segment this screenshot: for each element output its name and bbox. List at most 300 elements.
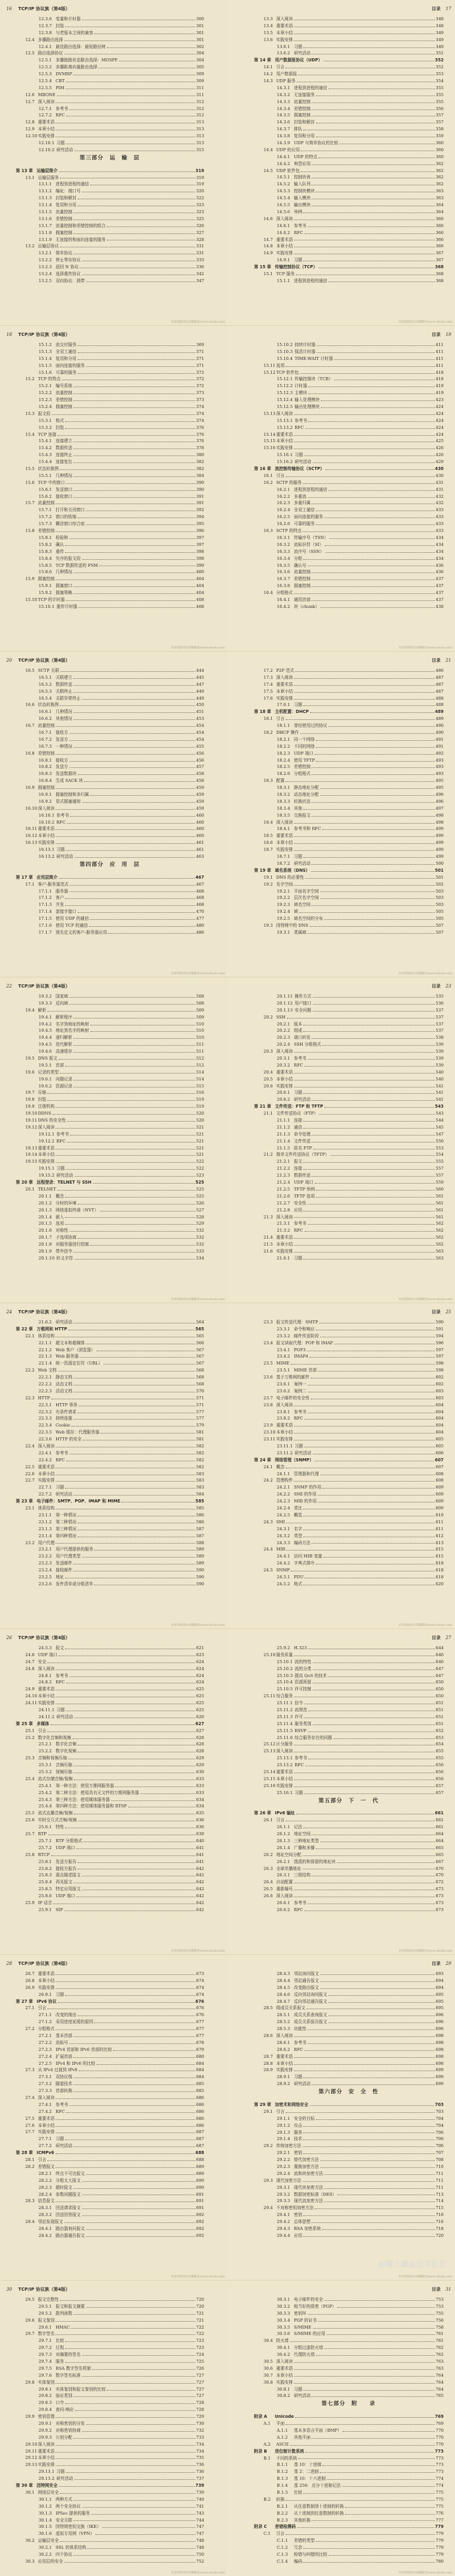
entry-title: 应用 (294, 2232, 303, 2238)
entry-number: 19.4.6 (39, 1049, 52, 1055)
toc-entry-subsection (16, 2205, 204, 2212)
entry-number: 24.4 (264, 1547, 273, 1552)
entry-page: 596 (435, 1340, 444, 1346)
toc-entry-subsection (16, 709, 204, 715)
entry-title: 同一个网络 (294, 736, 315, 742)
entry-page: 312 (196, 99, 204, 104)
entry-page: 686 (196, 2102, 204, 2107)
entry-page: 454 (196, 730, 204, 736)
entry-number: 21.6.2 (39, 1320, 52, 1325)
entry-title: 拥塞控制 (56, 230, 73, 235)
toc-entry-subsection (254, 1186, 444, 1193)
toc-entry-section (16, 1089, 204, 1096)
entry-number: 30.3.4 (277, 2317, 290, 2323)
entry-title: 因特网安全 (37, 2483, 58, 2489)
entry-page: 505 (435, 909, 444, 915)
entry-title: 习题 (294, 44, 303, 49)
entry-title: 流标识符（SI） (294, 542, 324, 547)
dot-leader (303, 483, 435, 484)
entry-number: 19.12.2 (39, 1138, 55, 1144)
entry-page: 624 (196, 1659, 204, 1664)
entry-title: 流量控制 (38, 723, 55, 729)
entry-title: 重要术语 (276, 681, 293, 687)
entry-title: 引言 (276, 716, 285, 722)
dot-leader (100, 1433, 195, 1434)
dot-leader (312, 2222, 435, 2223)
entry-number: 16.6.1 (39, 709, 52, 715)
entry-title: RSA 数字签名机制 (56, 2365, 91, 2371)
toc-list (16, 1645, 204, 1914)
entry-page: 562 (435, 1235, 444, 1241)
entry-title: 现代流加密方法 (294, 2198, 324, 2204)
toc-entry-subsection (254, 583, 444, 590)
toc-entry-section (254, 411, 444, 418)
toc-entry-subsection (16, 1034, 204, 1041)
toc-entry-section (16, 1666, 204, 1673)
toc-entry-section (254, 1693, 444, 1700)
entry-number: 16.8.4 (39, 778, 52, 784)
entry-page: 625 (196, 1707, 204, 1713)
toc-list (16, 667, 204, 936)
entry-number: 第 13 章 (16, 168, 33, 173)
toc-entry-subsection (254, 2047, 444, 2053)
entry-title: 实体鉴别和报文鉴别的比较 (56, 2386, 106, 2392)
entry-title: 习题 (294, 1790, 303, 1795)
dot-leader (73, 2520, 195, 2521)
entry-number: 25.2.2 (39, 1749, 52, 1754)
entry-number: 16.2.2 (277, 493, 290, 499)
entry-title: 传统加密方法 (276, 2143, 301, 2149)
page-number: 24 (6, 1310, 12, 1315)
entry-title: 流量控制 (56, 209, 73, 214)
entry-page: 689 (196, 2170, 204, 2176)
toc-entry-subsection (16, 1519, 204, 1526)
entry-title: SSH (276, 1014, 286, 1020)
entry-title: 运输层协议 (38, 244, 59, 249)
entry-page: 721 (196, 2310, 204, 2316)
entry-page: 764 (435, 2386, 444, 2392)
entry-title: 过程 (56, 2345, 64, 2351)
entry-number: 14.5.5 (277, 202, 290, 208)
dot-leader (58, 1371, 196, 1372)
entry-number: 13.2.3 (39, 264, 52, 270)
entry-page: 587 (196, 1526, 204, 1532)
toc-entry-subsection (16, 1741, 204, 1748)
entry-page: 459 (196, 798, 204, 804)
entry-title: UDP 的特点 (294, 154, 318, 159)
entry-number: 18.2.1 (277, 736, 290, 742)
toc-entry-subsection (254, 784, 444, 791)
entry-number: 18.3.5 (277, 812, 290, 818)
toc-entry-subsection (16, 2053, 204, 2060)
toc-entry-subsection (16, 993, 204, 1000)
entry-page: 555 (435, 1159, 444, 1165)
entry-page: 447 (196, 681, 204, 687)
entry-page: 382 (196, 466, 204, 472)
entry-title: 研究活动 (294, 1450, 312, 1456)
entry-page: 581 (196, 1437, 204, 1442)
entry-page: 590 (196, 1574, 204, 1580)
entry-title: MIME 首部 (294, 1368, 317, 1373)
entry-page: 398 (196, 548, 204, 554)
toc-list (254, 1319, 444, 1588)
toc-entry-subsection (254, 2074, 444, 2081)
entry-title: 重要术语 (276, 23, 293, 28)
entry-page: 522 (196, 1166, 204, 1172)
entry-number: 29.3.2 (277, 2191, 290, 2197)
toc-entry-section (16, 1831, 204, 1838)
dot-leader (312, 2084, 435, 2085)
dot-leader (320, 1974, 435, 1975)
entry-title: 持续计时器 (294, 342, 316, 347)
entry-title: 研究活动 (56, 1714, 73, 1719)
entry-number: 15.3 (25, 411, 35, 416)
entry-number: 22.3.1 (39, 1402, 52, 1408)
toc-entry-section (16, 1464, 204, 1471)
entry-number: 12.8 (25, 120, 35, 125)
toc-entry-section (16, 126, 204, 133)
toc-entry-subsection (16, 2012, 204, 2019)
dot-leader (316, 2119, 435, 2120)
entry-title: 实践安排 (276, 1783, 293, 1788)
entry-number: 26.1.3 (277, 1838, 290, 1843)
toc-entry-subsection (254, 424, 444, 431)
entry-page: 610 (435, 1512, 444, 1518)
toc-entry-section (16, 50, 204, 57)
entry-title: 连接 (294, 1118, 303, 1124)
entry-number: 19.4.4 (39, 1035, 52, 1041)
dot-leader (73, 462, 195, 463)
entry-number: 14.3.5 (277, 113, 290, 118)
page-watermark: 更多资源请访问稀酷客(www.ckook.com) (398, 2572, 452, 2575)
entry-title: 与老版本之间的兼容 (56, 30, 94, 35)
entry-number: B.1.5 (277, 2489, 288, 2495)
entry-page: 624 (196, 1666, 204, 1671)
entry-title: HTTP 的安全 (56, 1437, 82, 1442)
entry-number: 18.7.2 (277, 860, 290, 866)
entry-title: TCP 连接 (38, 431, 57, 437)
entry-title: 实践安排 (276, 2379, 293, 2385)
toc-entry-subsection (16, 383, 204, 390)
entry-title: PIM (56, 85, 64, 90)
toc-entry-subsection (254, 1165, 444, 1172)
entry-title: 停止等待协议 (56, 257, 81, 263)
entry-page: 419 (435, 383, 444, 389)
entry-page: 360 (435, 154, 444, 159)
entry-number: 23.2.3 (39, 1561, 52, 1566)
dot-leader (303, 1093, 435, 1094)
toc-entry-subsection (16, 2510, 204, 2517)
dot-leader (294, 2057, 435, 2058)
entry-page: 301 (196, 23, 204, 28)
entry-title: 重要术语 (38, 1464, 55, 1470)
entry-page: 362 (435, 182, 444, 187)
entry-number: 23.11 (264, 1437, 276, 1442)
toc-entry-subsection (254, 376, 444, 383)
dot-leader (303, 2126, 435, 2127)
entry-number: 28.2.4 (39, 2191, 52, 2197)
entry-number: 20.4 (264, 1069, 273, 1075)
entry-page: 325 (196, 216, 204, 221)
dot-leader (65, 1995, 195, 1996)
entry-page: 629 (196, 1762, 204, 1768)
entry-number: 25.11.3 (277, 1714, 293, 1719)
toc-entry-subsection (16, 2523, 204, 2530)
entry-number: 16.7.1 (39, 730, 52, 736)
entry-page: 642 (196, 1879, 204, 1885)
toc-entry-section (254, 2143, 444, 2150)
dot-leader (56, 2321, 195, 2322)
toc-entry-subsection (16, 764, 204, 771)
toc-entry-subsection (16, 237, 204, 244)
entry-page: 537 (435, 1021, 444, 1027)
entry-page: 372 (196, 369, 204, 375)
entry-page: 567 (196, 1354, 204, 1359)
dot-leader (328, 1676, 435, 1677)
contents-label: 目录 (432, 657, 441, 663)
entry-title: 引言 (276, 65, 285, 70)
entry-page: 391 (196, 493, 204, 499)
entry-title: 进程到进程的通信 (56, 182, 89, 187)
entry-page: 487 (435, 688, 444, 694)
toc-entry-subsection (16, 1138, 204, 1145)
toc-entry-subsection (254, 174, 444, 181)
entry-title: 不对称密钥加密方法 (276, 2205, 314, 2211)
toc-entry-chapter (254, 2413, 444, 2420)
toc-entry-section (16, 2005, 204, 2012)
dot-leader (324, 2348, 435, 2349)
entry-page: 589 (196, 1547, 204, 1552)
toc-entry-section (16, 784, 204, 791)
entry-page: 758 (435, 2324, 444, 2330)
dot-leader (303, 1169, 435, 1170)
toc-entry-subsection (16, 1574, 204, 1581)
entry-title: 简单协议 (56, 251, 73, 256)
entry-page: 562 (435, 1228, 444, 1234)
entry-number: 25.8.5 (39, 1886, 52, 1892)
dot-leader (73, 233, 195, 234)
entry-page: 695 (435, 1991, 444, 1997)
entry-page: 374 (196, 411, 204, 416)
entry-page: 356 (435, 106, 444, 111)
entry-page: 655 (435, 1749, 444, 1754)
entry-title: 第一种情况 (56, 1512, 76, 1518)
entry-number: 14.6.2 (277, 230, 290, 235)
entry-number: 24.3.1 (277, 1526, 290, 1532)
entry-page: 625 (196, 1694, 204, 1699)
dot-leader (56, 1981, 195, 1982)
entry-page: 730 (196, 2421, 204, 2427)
entry-page: 384 (196, 473, 204, 478)
toc-entry-subsection (254, 1220, 444, 1227)
entry-title: 研究活动 (56, 2476, 73, 2482)
entry-title: 复用和分用 (294, 133, 315, 139)
toc-entry-section (254, 667, 444, 674)
toc-entry-subsection (254, 888, 444, 895)
entry-title: 习题 (56, 1166, 65, 1172)
toc-entry-subsection (16, 2060, 204, 2067)
entry-number: 12.9 (25, 127, 35, 132)
entry-page: 687 (196, 2136, 204, 2142)
toc-entry-section (254, 819, 444, 826)
toc-entry-subsection (16, 1429, 204, 1436)
entry-title: 路由器询问报文 (56, 2226, 85, 2231)
dot-leader (90, 795, 196, 796)
entry-page: 677 (196, 2019, 204, 2025)
entry-number: 27.2.4 (39, 2053, 52, 2059)
entry-page: 319 (196, 175, 204, 180)
entry-title: IPv4 和 IPv6 的比较 (56, 2060, 95, 2066)
entry-title: 实践安排 (276, 445, 293, 451)
entry-page: 312 (196, 106, 204, 111)
toc-entry-subsection (254, 2081, 444, 2088)
toc-entry-subsection (254, 2386, 444, 2393)
entry-title: RSVP (294, 1728, 306, 1733)
entry-title: 基本多语言平面（BMP） (294, 2427, 342, 2433)
entry-number: 25.7.2 (39, 1845, 52, 1850)
entry-number: 30.1.3 (39, 2510, 52, 2516)
toc-entry-subsection (16, 1824, 204, 1831)
entry-title: 第四种方法：使用媒体服务器和 RTSP (56, 1804, 127, 1809)
toc-entry-subsection (16, 1214, 204, 1221)
entry-title: PDU (294, 1574, 304, 1580)
entry-title: 操作方式 (294, 994, 312, 999)
entry-title: 并发 (56, 902, 64, 908)
entry-title: 实时交互式音频/视频 (38, 1817, 77, 1823)
entry-page: 480 (196, 922, 204, 928)
dot-leader (70, 1004, 196, 1005)
entry-number: 第 18 章 (254, 709, 271, 715)
dot-leader (303, 1162, 435, 1163)
entry-page: 695 (435, 1998, 444, 2004)
entry-title: 习题 (294, 257, 303, 263)
entry-page: 687 (196, 2129, 204, 2135)
entry-page: 461 (196, 840, 204, 846)
toc-entry-section (254, 369, 444, 376)
dot-leader (320, 795, 435, 796)
entry-page: 313 (196, 133, 204, 139)
entry-number: 19.11 (25, 1118, 37, 1124)
dot-leader (334, 359, 435, 360)
toc-entry-subsection (16, 535, 204, 542)
entry-title: 参考书 (294, 1756, 307, 1761)
entry-title: 参考书 (56, 1131, 69, 1137)
entry-number: 19.5.1 (39, 1062, 52, 1068)
running-header (432, 2286, 451, 2293)
entry-page: 502 (435, 881, 444, 887)
dot-leader (52, 1114, 196, 1115)
toc-entry-section (16, 2489, 204, 2496)
entry-title: 用户数据报 (276, 71, 297, 77)
toc-entry-subsection (16, 1014, 204, 1021)
dot-leader (90, 919, 195, 920)
entry-page: 411 (435, 342, 444, 347)
dot-leader (70, 2043, 196, 2044)
entry-page: 670 (435, 1866, 444, 1871)
entry-number: 19.3.3 (39, 1000, 52, 1006)
entry-number: 29.6.1 (39, 2324, 52, 2330)
toc-entry-chapter (254, 57, 444, 64)
entry-title: RFC (294, 1907, 303, 1912)
entry-number: B.1 (264, 2455, 271, 2461)
entry-number: 22.2.1 (39, 1375, 52, 1380)
dot-leader (59, 878, 195, 879)
entry-number: 15.9.1 (39, 583, 52, 589)
entry-number: 16.6.2 (39, 716, 52, 722)
entry-page: 366 (435, 216, 444, 221)
entry-title: 多重流 (294, 493, 306, 499)
entry-page: 369 (196, 342, 204, 347)
toc-entry-section (16, 37, 204, 44)
toc-entry-section (16, 2413, 204, 2420)
entry-title: DNS 的必要性 (276, 874, 305, 880)
entry-title: 比较 (294, 2489, 303, 2495)
toc-entry-subsection (254, 2544, 444, 2551)
entry-page: 362 (435, 161, 444, 166)
entry-number: 23.1.1 (39, 1512, 52, 1518)
dot-leader (305, 428, 435, 429)
entry-number: 29.12 (25, 2455, 37, 2461)
entry-title: 其他平面 (294, 2434, 311, 2440)
entry-title: 发送窗口 (56, 486, 73, 492)
entry-page: 521 (196, 1145, 204, 1151)
entry-number: 24.3.3 (277, 1540, 290, 1545)
entry-page: 454 (196, 736, 204, 742)
entry-number: 16.7.2 (39, 736, 52, 742)
toc-entry-section (16, 376, 204, 383)
entry-title: MIME (276, 1361, 289, 1366)
entry-page: 642 (196, 1893, 204, 1899)
toc-entry-subsection (254, 1179, 444, 1186)
dot-leader (286, 2112, 435, 2113)
part-title: 第六部分 安 全 性 (318, 2089, 379, 2096)
toc-entry-subsection (254, 1326, 444, 1333)
dot-leader (294, 685, 435, 686)
toc-entry-subsection (254, 860, 444, 867)
dot-leader (60, 1073, 195, 1074)
entry-title: 分组过滤防火墙 (294, 2345, 324, 2351)
dot-leader (321, 400, 435, 401)
entry-number: 19.12 (25, 1124, 37, 1130)
toc-entry-subsection (16, 459, 204, 466)
toc-entry-subsection (16, 278, 204, 285)
entry-title: 基本首部 (56, 2033, 73, 2039)
book-spread (0, 0, 455, 326)
toc-entry-section (16, 1069, 204, 1076)
entry-number: 26.6.1 (277, 1900, 290, 1905)
entry-page: 430 (435, 473, 444, 478)
entry-page: 720 (435, 2232, 444, 2238)
entry-page: 434 (435, 535, 444, 540)
entry-page: 348 (435, 23, 444, 28)
toc-entry-subsection (254, 2475, 444, 2482)
entry-number: 29.3.1 (277, 2184, 290, 2190)
entry-page: 397 (196, 535, 204, 540)
entry-title: 客户-服务器范式 (38, 881, 69, 887)
entry-page: 312 (196, 113, 204, 118)
entry-page: 747 (196, 2524, 204, 2530)
entry-number: 15.1.1 (277, 278, 290, 283)
entry-title: 重要术语 (38, 1145, 55, 1151)
entry-page: 684 (196, 2060, 204, 2066)
entry-number: 16.5 (25, 668, 35, 673)
dot-leader (329, 2022, 435, 2023)
entry-page: 626 (196, 1714, 204, 1719)
entry-title: 输出模块 (294, 202, 311, 208)
entry-number: 第 28 章 (16, 2150, 33, 2156)
toc-entry-subsection (254, 2150, 444, 2157)
dot-leader (65, 898, 195, 899)
